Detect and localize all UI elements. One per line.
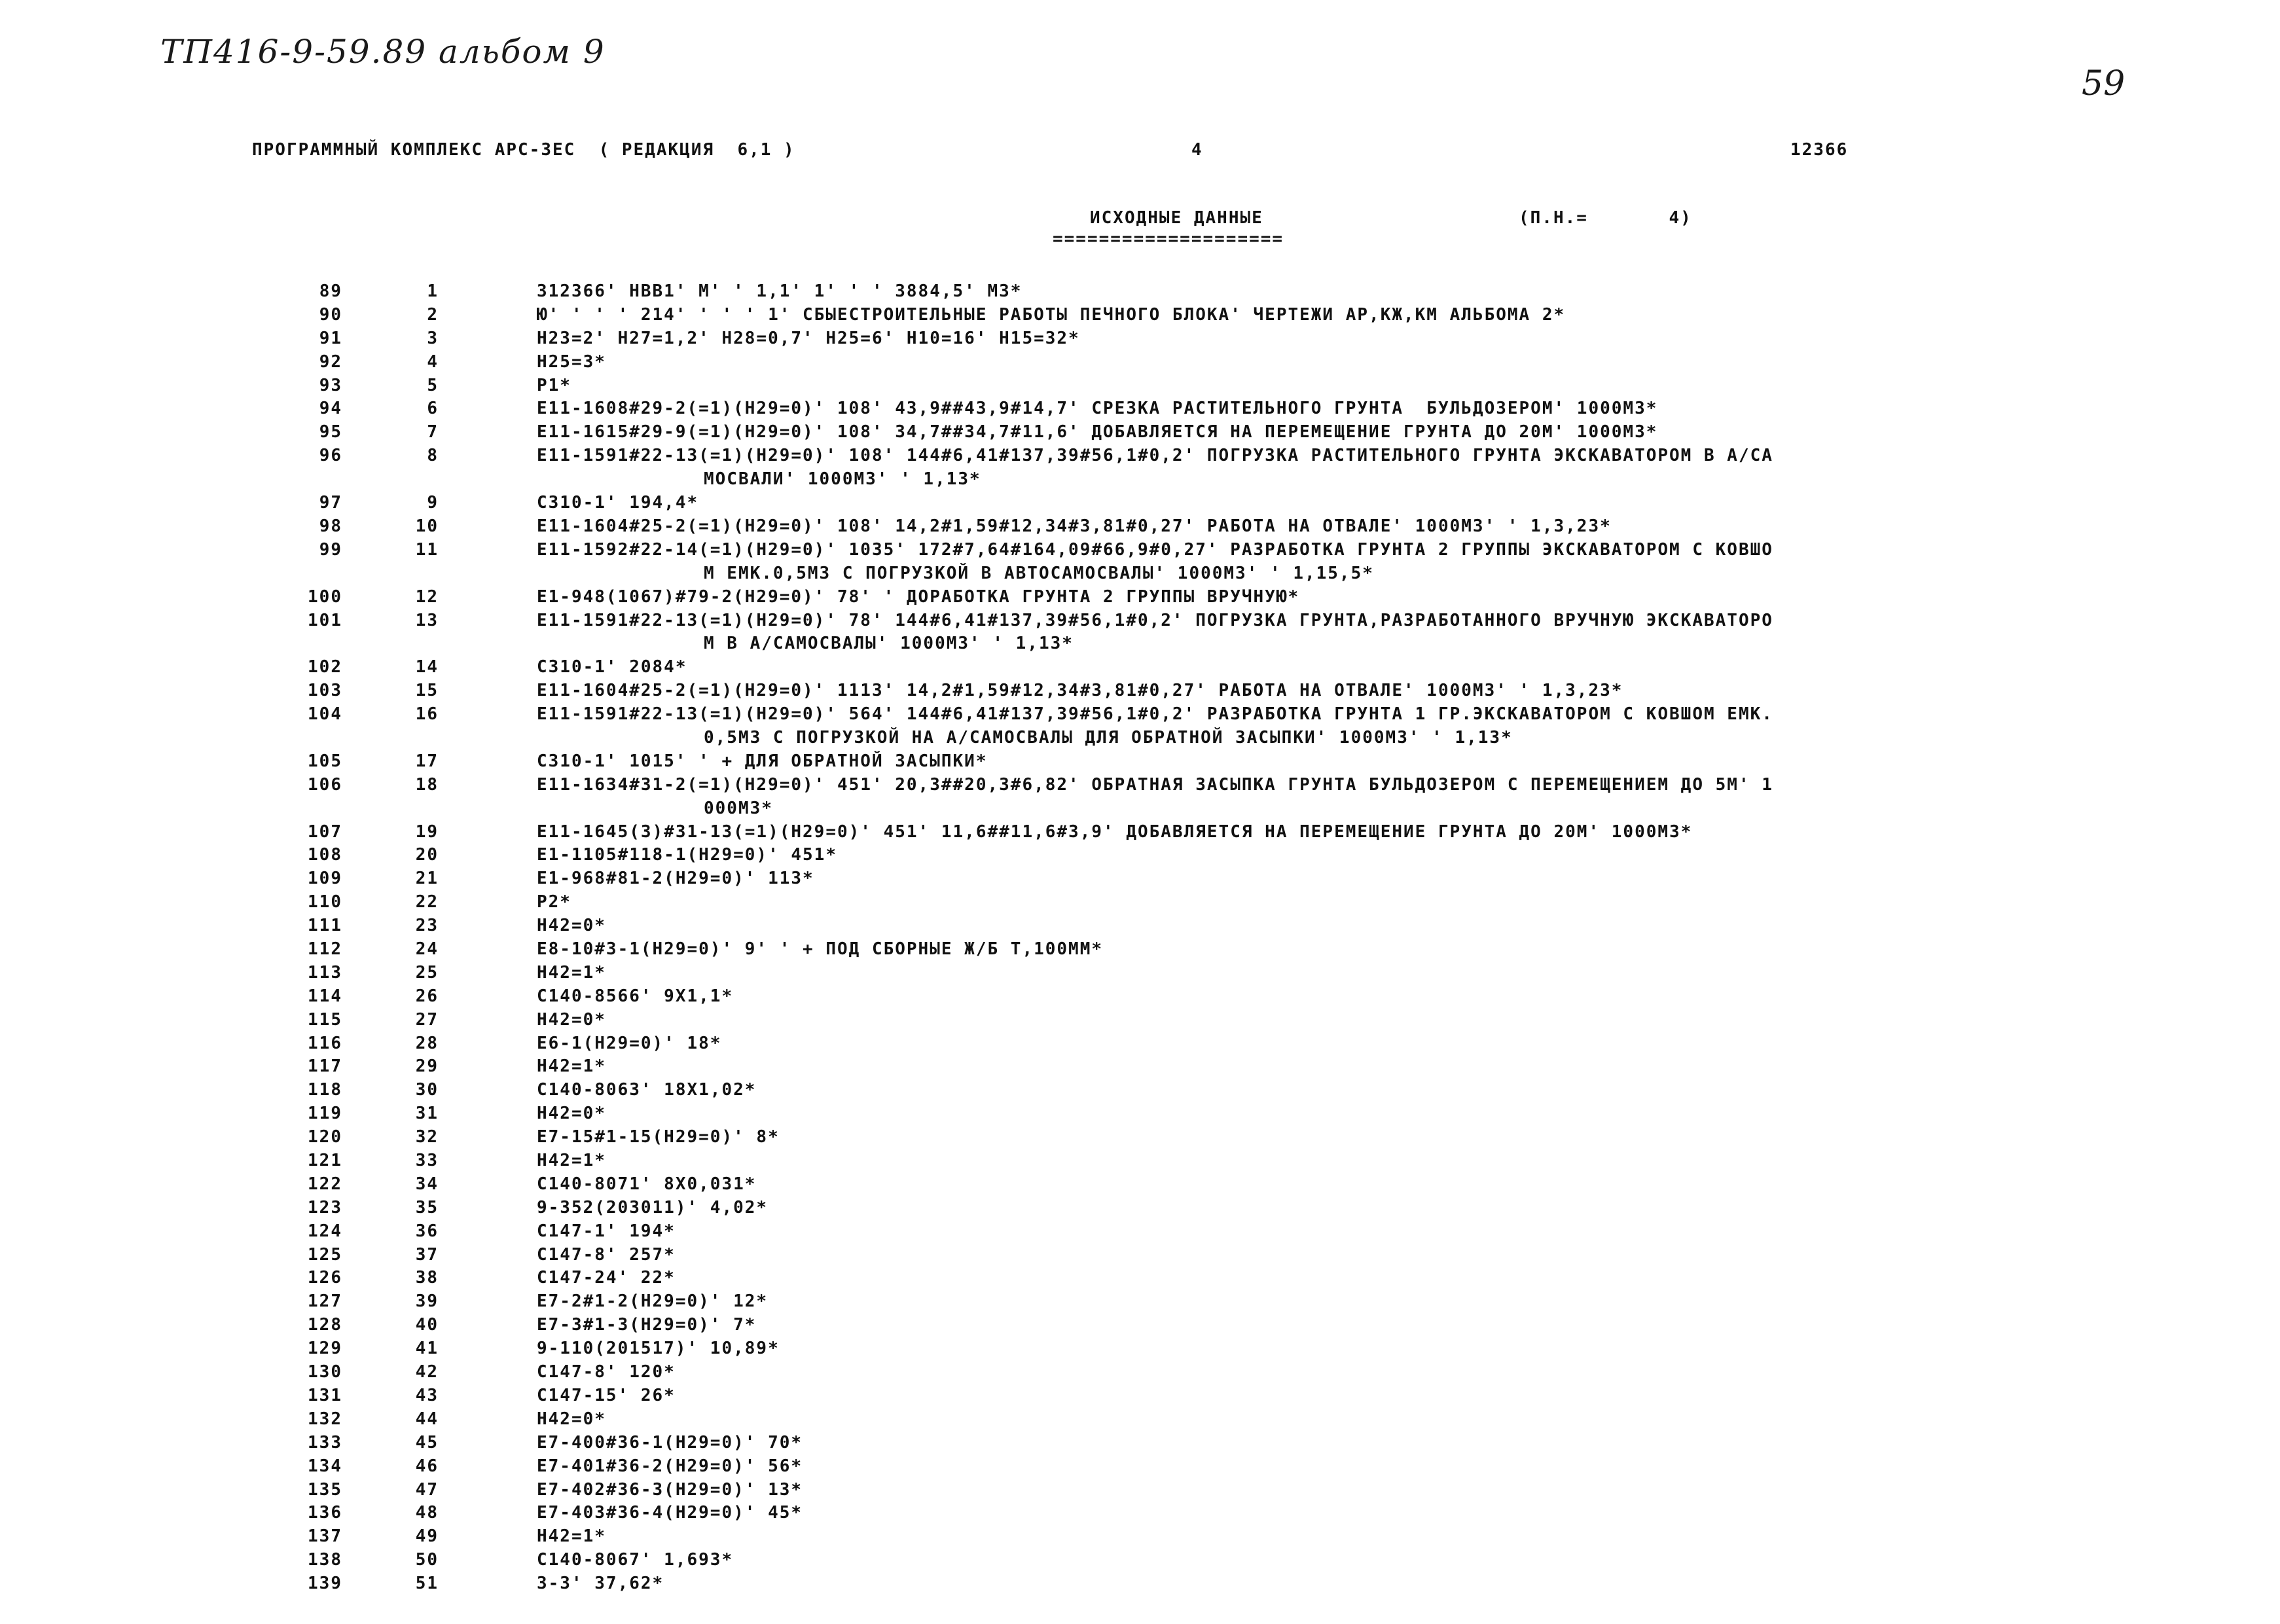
listing-row: [0, 304, 2280, 327]
row-local-number: 39: [415, 1291, 439, 1312]
listing-row: [0, 891, 2280, 914]
listing-row: [0, 1009, 2280, 1032]
row-text-line: С147-8' 120*: [537, 1362, 676, 1382]
row-global-number: 101: [308, 610, 342, 630]
row-text: [537, 1525, 2069, 1549]
row-local-number: 9: [427, 493, 439, 513]
listing-row: [0, 1384, 2280, 1408]
row-local-number: 40: [415, 1315, 439, 1335]
handwritten-page-number: 59: [2082, 64, 2126, 103]
row-text-line: Н42=0*: [537, 916, 606, 936]
row-text-line: Е11-1592#22-14(=1)(Н29=0)' 1035' 172#7,64#164,09#66,9#0,27' РАЗРАБОТКА ГРУНТА 2 ГРУППЫ ЭКСКАВАТОРОМ С КОВШО: [537, 539, 1773, 560]
listing-row: [0, 1079, 2280, 1102]
listing-row: [0, 1126, 2280, 1149]
listing-row: [0, 1479, 2280, 1502]
row-text: [537, 374, 2069, 398]
row-text-line: С310-1' 2084*: [537, 657, 687, 677]
row-global-number: 138: [308, 1550, 342, 1570]
listing-row: [0, 844, 2280, 867]
row-global-number: 137: [308, 1526, 342, 1547]
row-local-number: 3: [427, 328, 439, 348]
row-text-line: 312366' НВВ1' М' ' 1,1' 1' ' ' 3884,5' МЗ*: [537, 281, 1022, 301]
row-local-number: 2: [427, 304, 439, 325]
row-text: [537, 821, 2069, 844]
row-global-number: 92: [319, 352, 342, 372]
row-text-line: 3-3' 37,62*: [537, 1574, 664, 1594]
row-text-line: Е1-1105#118-1(Н29=0)' 451*: [537, 845, 837, 865]
row-text-line: Е11-1615#29-9(=1)(Н29=0)' 108' 34,7##34,7#11,6' ДОБАВЛЯЕТСЯ НА ПЕРЕМЕЩЕНИЕ ГРУНТА ДО 20М' 1000МЗ*: [537, 422, 1658, 442]
listing-row: [0, 985, 2280, 1009]
listing-row: [0, 679, 2280, 703]
row-text-line: Н25=3*: [537, 352, 606, 372]
row-global-number: 110: [308, 892, 342, 912]
row-global-number: 108: [308, 845, 342, 865]
row-local-number: 49: [415, 1526, 439, 1547]
listing-row: [0, 656, 2280, 679]
row-text: [537, 492, 2069, 515]
row-text-line: Е7-15#1-15(Н29=0)' 8*: [537, 1127, 780, 1147]
row-global-number: 95: [319, 422, 342, 442]
row-text-line: Н42=1*: [537, 1526, 606, 1547]
row-global-number: 93: [319, 375, 342, 395]
row-local-number: 7: [427, 422, 439, 442]
row-text-line: Е11-1591#22-13(=1)(Н29=0)' 564' 144#6,41#137,39#56,1#0,2' РАЗРАБОТКА ГРУНТА 1 ГР.ЭКСКАВАТОРОМ С КОВШОМ ЕМК.: [537, 704, 1773, 725]
row-text: [537, 1432, 2069, 1455]
listing-row: [0, 774, 2280, 821]
row-text-line: Е11-1591#22-13(=1)(Н29=0)' 108' 144#6,41#137,39#56,1#0,2' ПОГРУЗКА РАСТИТЕЛЬНОГО ГРУНТА ЭКСКАВАТОРОМ В А/СА: [537, 446, 1773, 466]
row-text: [537, 938, 2069, 962]
row-text: [537, 1408, 2069, 1432]
listing-row: [0, 1502, 2280, 1525]
row-text-line: С147-15' 26*: [537, 1385, 676, 1405]
row-local-number: 35: [415, 1197, 439, 1218]
listing-row: [0, 1032, 2280, 1056]
listing-row: [0, 1197, 2280, 1220]
listing-row: [0, 374, 2280, 398]
row-text: [537, 1244, 2069, 1267]
row-local-number: 47: [415, 1479, 439, 1500]
row-text: [537, 1149, 2069, 1173]
row-text-continuation: МОСВАЛИ' 1000МЗ' ' 1,13*: [704, 469, 981, 490]
row-local-number: 36: [415, 1221, 439, 1241]
row-local-number: 10: [415, 516, 439, 536]
listing-row: [0, 938, 2280, 962]
row-global-number: 115: [308, 1009, 342, 1030]
row-text: [537, 1314, 2069, 1337]
row-text: [537, 1079, 2069, 1102]
listing-row: [0, 397, 2280, 421]
row-text: [537, 1572, 2069, 1596]
program-header: ПРОГРАММНЫЙ КОМПЛЕКС АРС-ЗЕС ( РЕДАКЦИЯ 6,1 ): [252, 140, 795, 160]
row-text: [537, 656, 2069, 679]
listing-row: [0, 1361, 2280, 1384]
row-local-number: 1: [427, 281, 439, 301]
row-text: [537, 679, 2069, 703]
row-global-number: 111: [308, 916, 342, 936]
row-local-number: 17: [415, 751, 439, 771]
row-text-line: Н23=2' Н27=1,2' Н28=0,7' Н25=6' Н10=16' Н15=32*: [537, 328, 1080, 348]
listing-row: [0, 1149, 2280, 1173]
listing-row: [0, 1244, 2280, 1267]
listing-row: [0, 1055, 2280, 1079]
row-local-number: 30: [415, 1080, 439, 1100]
row-text-line: Н42=0*: [537, 1409, 606, 1429]
row-text-line: 9-352(203011)' 4,02*: [537, 1197, 769, 1218]
row-text-line: Е8-10#3-1(Н29=0)' 9' ' + ПОД СБОРНЫЕ Ж/Б Т,100ММ*: [537, 939, 1104, 960]
row-local-number: 51: [415, 1574, 439, 1594]
row-global-number: 104: [308, 704, 342, 725]
row-local-number: 23: [415, 916, 439, 936]
row-text: [537, 444, 2069, 492]
listing-row: [0, 1220, 2280, 1244]
row-local-number: 43: [415, 1385, 439, 1405]
listing-row: [0, 1572, 2280, 1596]
row-global-number: 106: [308, 774, 342, 795]
listing-row: [0, 351, 2280, 374]
listing-row: [0, 750, 2280, 774]
row-local-number: 38: [415, 1268, 439, 1288]
row-text-line: С310-1' 194,4*: [537, 493, 699, 513]
row-local-number: 13: [415, 610, 439, 630]
row-text: [537, 891, 2069, 914]
listing-row: [0, 867, 2280, 891]
listing-row: [0, 1455, 2280, 1479]
row-text-line: Е7-3#1-3(Н29=0)' 7*: [537, 1315, 757, 1335]
row-global-number: 123: [308, 1197, 342, 1218]
listing-row: [0, 1337, 2280, 1361]
row-local-number: 45: [415, 1432, 439, 1453]
listing-row: [0, 1432, 2280, 1455]
row-text-line: С140-8067' 1,693*: [537, 1550, 734, 1570]
row-text-line: С147-8' 257*: [537, 1244, 676, 1265]
row-text-line: Е11-1645(3)#31-13(=1)(Н29=0)' 451' 11,6##11,6#3,9' ДОБАВЛЯЕТСЯ НА ПЕРЕМЕЩЕНИЕ ГРУНТА ДО 20М' 1000МЗ*: [537, 821, 1693, 842]
row-text-line: С310-1' 1015' ' + ДЛЯ ОБРАТНОЙ ЗАСЫПКИ*: [537, 751, 988, 771]
row-global-number: 109: [308, 869, 342, 889]
row-text: [537, 1479, 2069, 1502]
row-text: [537, 539, 2069, 586]
row-global-number: 118: [308, 1080, 342, 1100]
row-local-number: 34: [415, 1174, 439, 1194]
row-local-number: 44: [415, 1409, 439, 1429]
listing-row: [0, 1525, 2280, 1549]
section-title: ИСХОДНЫЕ ДАННЫЕ: [1090, 208, 1263, 228]
row-text-line: Е7-2#1-2(Н29=0)' 12*: [537, 1291, 769, 1312]
row-text-line: С140-8063' 18Х1,02*: [537, 1080, 757, 1100]
row-text: [537, 397, 2069, 421]
row-global-number: 121: [308, 1151, 342, 1171]
row-global-number: 124: [308, 1221, 342, 1241]
row-local-number: 15: [415, 681, 439, 701]
row-local-number: 42: [415, 1362, 439, 1382]
row-text: [537, 1361, 2069, 1384]
row-local-number: 41: [415, 1339, 439, 1359]
row-local-number: 18: [415, 774, 439, 795]
listing-row: [0, 1102, 2280, 1126]
row-text: [537, 280, 2069, 304]
listing-row: [0, 1549, 2280, 1572]
row-global-number: 128: [308, 1315, 342, 1335]
row-text-line: С147-24' 22*: [537, 1268, 676, 1288]
row-text-line: Е1-968#81-2(Н29=0)' 113*: [537, 869, 814, 889]
row-global-number: 90: [319, 304, 342, 325]
row-global-number: 99: [319, 539, 342, 560]
row-global-number: 94: [319, 399, 342, 419]
row-text: [537, 1267, 2069, 1290]
row-global-number: 105: [308, 751, 342, 771]
row-global-number: 96: [319, 446, 342, 466]
row-local-number: 22: [415, 892, 439, 912]
row-text-line: Е7-400#36-1(Н29=0)' 70*: [537, 1432, 803, 1453]
listing-row: [0, 1290, 2280, 1314]
row-text-line: Е11-1608#29-2(=1)(Н29=0)' 108' 43,9##43,9#14,7' СРЕЗКА РАСТИТЕЛЬНОГО ГРУНТА БУЛЬДОЗЕРОМ' 1000МЗ*: [537, 399, 1658, 419]
row-global-number: 100: [308, 586, 342, 607]
row-global-number: 133: [308, 1432, 342, 1453]
row-global-number: 131: [308, 1385, 342, 1405]
document-number: 12366: [1790, 140, 1849, 160]
row-text: [537, 962, 2069, 985]
row-global-number: 98: [319, 516, 342, 536]
row-text-line: Е1-948(1067)#79-2(Н29=0)' 78' ' ДОРАБОТКА ГРУНТА 2 ГРУППЫ ВРУЧНУЮ*: [537, 586, 1300, 607]
row-local-number: 50: [415, 1550, 439, 1570]
row-global-number: 134: [308, 1456, 342, 1476]
row-local-number: 14: [415, 657, 439, 677]
listing-row: [0, 515, 2280, 539]
row-text-line: С140-8071' 8Х0,031*: [537, 1174, 757, 1194]
row-text-line: Р2*: [537, 892, 571, 912]
row-local-number: 8: [427, 446, 439, 466]
row-text-continuation: М ЕМК.0,5МЗ С ПОГРУЗКОЙ В АВТОСАМОСВАЛЫ' 1000МЗ' ' 1,15,5*: [704, 563, 1374, 583]
row-global-number: 112: [308, 939, 342, 960]
row-local-number: 37: [415, 1244, 439, 1265]
row-global-number: 130: [308, 1362, 342, 1382]
row-text-line: Н42=1*: [537, 962, 606, 983]
listing-row: [0, 914, 2280, 938]
row-text: [537, 985, 2069, 1009]
row-global-number: 114: [308, 986, 342, 1006]
row-text-line: Р1*: [537, 375, 571, 395]
row-local-number: 5: [427, 375, 439, 395]
section-title-underline: ====================: [1053, 229, 1284, 249]
row-global-number: 139: [308, 1574, 342, 1594]
row-text-line: Е11-1604#25-2(=1)(Н29=0)' 108' 14,2#1,59#12,34#3,81#0,27' РАБОТА НА ОТВАЛЕ' 1000МЗ' ' 1,3,23*: [537, 516, 1612, 536]
row-text-continuation: 0,5МЗ С ПОГРУЗКОЙ НА А/САМОСВАЛЫ ДЛЯ ОБРАТНОЙ ЗАСЫПКИ' 1000МЗ' ' 1,13*: [704, 727, 1513, 748]
row-global-number: 89: [319, 281, 342, 301]
row-text-line: Н42=1*: [537, 1151, 606, 1171]
section-pn: (П.Н.= 4): [1519, 208, 1692, 228]
listing-row: [0, 1173, 2280, 1197]
row-text-line: 9-110(201517)' 10,89*: [537, 1339, 780, 1359]
row-global-number: 113: [308, 962, 342, 983]
source-data-listing: [0, 280, 2280, 1596]
row-text-continuation: М В А/САМОСВАЛЫ' 1000МЗ' ' 1,13*: [704, 634, 1074, 654]
row-global-number: 103: [308, 681, 342, 701]
listing-row: [0, 444, 2280, 492]
row-text: [537, 1455, 2069, 1479]
row-local-number: 33: [415, 1151, 439, 1171]
listing-row: [0, 1408, 2280, 1432]
row-text-line: Е7-403#36-4(Н29=0)' 45*: [537, 1503, 803, 1523]
listing-row: [0, 492, 2280, 515]
row-local-number: 24: [415, 939, 439, 960]
listing-row: [0, 586, 2280, 609]
row-text: [537, 351, 2069, 374]
row-global-number: 120: [308, 1127, 342, 1147]
listing-row: [0, 962, 2280, 985]
row-text: [537, 844, 2069, 867]
row-text: [537, 304, 2069, 327]
row-local-number: 25: [415, 962, 439, 983]
row-text: [537, 1102, 2069, 1126]
row-global-number: 102: [308, 657, 342, 677]
row-text-line: Е6-1(Н29=0)' 18*: [537, 1033, 722, 1053]
row-text-line: С140-8566' 9Х1,1*: [537, 986, 734, 1006]
row-global-number: 117: [308, 1056, 342, 1077]
row-text-line: Е11-1634#31-2(=1)(Н29=0)' 451' 20,3##20,3#6,82' ОБРАТНАЯ ЗАСЫПКА ГРУНТА БУЛЬДОЗЕРОМ С ПЕРЕМЕЩЕНИЕМ ДО 5М' 1: [537, 774, 1773, 795]
listing-row: [0, 703, 2280, 750]
row-local-number: 29: [415, 1056, 439, 1077]
row-text: [537, 774, 2069, 821]
row-text: [537, 327, 2069, 351]
row-local-number: 6: [427, 399, 439, 419]
row-text: [537, 1549, 2069, 1572]
row-text: [537, 1055, 2069, 1079]
row-global-number: 135: [308, 1479, 342, 1500]
row-text: [537, 1032, 2069, 1056]
row-global-number: 126: [308, 1268, 342, 1288]
row-local-number: 28: [415, 1033, 439, 1053]
listing-row: [0, 609, 2280, 657]
row-global-number: 122: [308, 1174, 342, 1194]
row-local-number: 21: [415, 869, 439, 889]
row-text-line: Н42=0*: [537, 1104, 606, 1124]
row-text: [537, 1197, 2069, 1220]
row-global-number: 91: [319, 328, 342, 348]
listing-row: [0, 1267, 2280, 1290]
row-text: [537, 1220, 2069, 1244]
row-text: [537, 750, 2069, 774]
row-text: [537, 609, 2069, 657]
row-text: [537, 1009, 2069, 1032]
row-text: [537, 1502, 2069, 1525]
row-global-number: 116: [308, 1033, 342, 1053]
row-text-line: Е11-1591#22-13(=1)(Н29=0)' 78' 144#6,41#137,39#56,1#0,2' ПОГРУЗКА ГРУНТА,РАЗРАБОТАННОГО ВРУЧНУЮ ЭКСКАВАТОРО: [537, 610, 1773, 630]
row-text-line: Н42=1*: [537, 1056, 606, 1077]
row-global-number: 132: [308, 1409, 342, 1429]
row-local-number: 31: [415, 1104, 439, 1124]
row-text-line: Н42=0*: [537, 1009, 606, 1030]
row-text: [537, 914, 2069, 938]
listing-row: [0, 280, 2280, 304]
row-local-number: 48: [415, 1503, 439, 1523]
row-text: [537, 703, 2069, 750]
row-local-number: 16: [415, 704, 439, 725]
listing-row: [0, 1314, 2280, 1337]
row-local-number: 32: [415, 1127, 439, 1147]
row-global-number: 127: [308, 1291, 342, 1312]
row-local-number: 19: [415, 821, 439, 842]
row-global-number: 119: [308, 1104, 342, 1124]
row-text-continuation: 000МЗ*: [704, 798, 773, 818]
handwritten-album-title: ТП416-9-59.89 альбом 9: [160, 33, 606, 71]
row-text-line: Е7-401#36-2(Н29=0)' 56*: [537, 1456, 803, 1476]
row-local-number: 20: [415, 845, 439, 865]
row-local-number: 26: [415, 986, 439, 1006]
row-text-line: С147-1' 194*: [537, 1221, 676, 1241]
row-text: [537, 1173, 2069, 1197]
listing-row: [0, 821, 2280, 844]
row-local-number: 27: [415, 1009, 439, 1030]
row-global-number: 97: [319, 493, 342, 513]
row-text: [537, 421, 2069, 444]
row-local-number: 12: [415, 586, 439, 607]
row-text: [537, 515, 2069, 539]
row-text: [537, 867, 2069, 891]
row-text: [537, 1337, 2069, 1361]
row-text: [537, 586, 2069, 609]
listing-row: [0, 327, 2280, 351]
listing-row: [0, 539, 2280, 586]
listing-row: [0, 421, 2280, 444]
row-text-line: Е7-402#36-3(Н29=0)' 13*: [537, 1479, 803, 1500]
row-text: [537, 1126, 2069, 1149]
row-text: [537, 1290, 2069, 1314]
row-global-number: 136: [308, 1503, 342, 1523]
row-global-number: 125: [308, 1244, 342, 1265]
row-text-line: Ю' ' ' ' 214' ' ' ' 1' СБЫЕСТРОИТЕЛЬНЫЕ РАБОТЫ ПЕЧНОГО БЛОКА' ЧЕРТЕЖИ АР,КЖ,КМ АЛЬБОМА 2*: [537, 304, 1566, 325]
sheet-number: 4: [1191, 140, 1203, 160]
row-text: [537, 1384, 2069, 1408]
row-local-number: 4: [427, 352, 439, 372]
row-local-number: 46: [415, 1456, 439, 1476]
row-global-number: 107: [308, 821, 342, 842]
row-text-line: Е11-1604#25-2(=1)(Н29=0)' 1113' 14,2#1,59#12,34#3,81#0,27' РАБОТА НА ОТВАЛЕ' 1000МЗ' ' 1,3,23*: [537, 681, 1623, 701]
row-local-number: 11: [415, 539, 439, 560]
row-global-number: 129: [308, 1339, 342, 1359]
